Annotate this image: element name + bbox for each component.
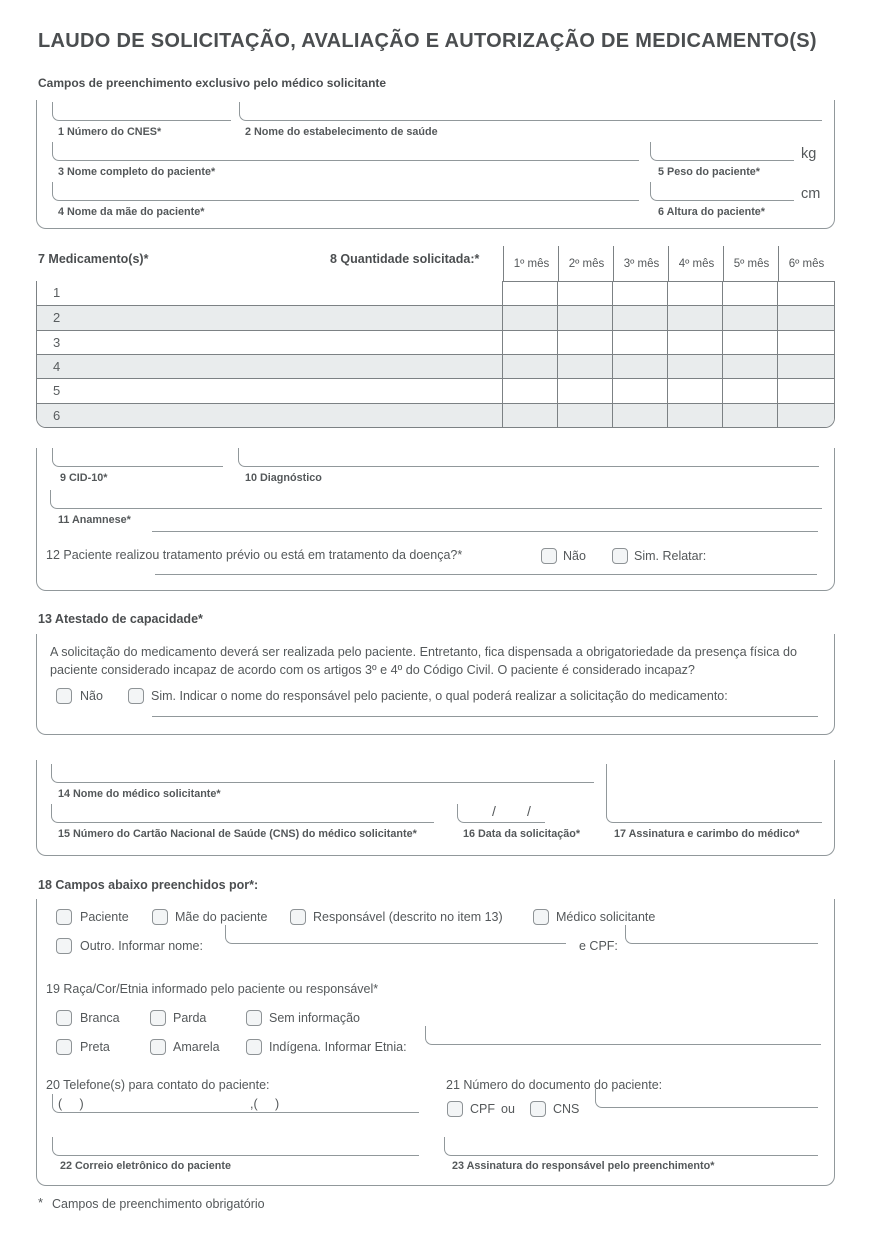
capacity-yes-label: Sim. Indicar o nome do responsável pelo paciente, o qual poderá realizar a solicitação do medicamento: bbox=[151, 689, 728, 703]
diagnosis-field[interactable] bbox=[238, 448, 819, 467]
diagnosis-label: 10 Diagnóstico bbox=[245, 472, 322, 484]
mother-name-field[interactable] bbox=[52, 182, 639, 201]
other-label: Outro. Informar nome: bbox=[80, 939, 203, 953]
row-number: 4 bbox=[53, 358, 61, 374]
race-heading: 19 Raça/Cor/Etnia informado pelo paciente ou responsável* bbox=[46, 982, 379, 996]
quantity-header: 8 Quantidade solicitada:* bbox=[330, 252, 480, 266]
physician-name-label: 14 Nome do médico solicitante* bbox=[58, 788, 221, 800]
checkbox-13-sim[interactable] bbox=[128, 688, 144, 704]
phone-field[interactable] bbox=[52, 1094, 419, 1113]
email-field[interactable] bbox=[52, 1137, 419, 1156]
physician-cns-label: 15 Número do Cartão Nacional de Saúde (CNS) do médico solicitante* bbox=[58, 828, 417, 840]
capacity-no-label: Não bbox=[80, 689, 103, 703]
capacity-heading: 13 Atestado de capacidade* bbox=[38, 612, 203, 626]
option-medico: Médico solicitante bbox=[556, 910, 656, 924]
anamnesis-field[interactable] bbox=[50, 490, 822, 509]
grid-line bbox=[502, 281, 503, 427]
physician-signature-label: 17 Assinatura e carimbo do médico* bbox=[614, 828, 800, 840]
row-number: 3 bbox=[53, 334, 61, 350]
cns-label: CNS bbox=[553, 1102, 580, 1116]
medication-row-5[interactable] bbox=[37, 378, 834, 402]
row-number: 6 bbox=[53, 407, 61, 423]
establishment-field[interactable] bbox=[239, 102, 822, 121]
option-mae: Mãe do paciente bbox=[175, 910, 268, 924]
request-date-label: 16 Data da solicitação* bbox=[463, 828, 581, 840]
document-number-field[interactable] bbox=[595, 1089, 818, 1108]
medication-row-2[interactable] bbox=[37, 305, 834, 329]
medication-table-body bbox=[36, 281, 835, 428]
medication-header: 7 Medicamento(s)* bbox=[38, 252, 149, 266]
establishment-label: 2 Nome do estabelecimento de saúde bbox=[245, 126, 438, 138]
checkbox-13-nao[interactable] bbox=[56, 688, 72, 704]
checkbox-18-medico[interactable] bbox=[533, 909, 549, 925]
grid-line bbox=[667, 281, 668, 427]
or-label: ou bbox=[501, 1102, 515, 1116]
checkbox-19-indigena[interactable] bbox=[246, 1039, 262, 1055]
cid10-field[interactable] bbox=[52, 448, 223, 467]
q12-label: 12 Paciente realizou tratamento prévio ou está em tratamento da doença?* bbox=[46, 548, 463, 562]
cid10-label: 9 CID-10* bbox=[60, 472, 108, 484]
medication-row-3[interactable] bbox=[37, 330, 834, 354]
medication-row-1[interactable] bbox=[37, 281, 834, 305]
checkbox-18-paciente[interactable] bbox=[56, 909, 72, 925]
grid-line bbox=[557, 281, 558, 427]
month-header-3: 3º mês bbox=[613, 246, 669, 281]
physician-name-field[interactable] bbox=[51, 764, 594, 783]
checkbox-18-responsavel[interactable] bbox=[290, 909, 306, 925]
document-heading: 21 Número do documento do paciente: bbox=[446, 1078, 663, 1092]
quantity-grid-topline bbox=[502, 281, 834, 282]
checkbox-19-parda[interactable] bbox=[150, 1010, 166, 1026]
month-header-2: 2º mês bbox=[558, 246, 614, 281]
patient-name-label: 3 Nome completo do paciente* bbox=[58, 166, 216, 178]
patient-name-field[interactable] bbox=[52, 142, 639, 161]
weight-unit: kg bbox=[801, 146, 817, 162]
filler-signature-label: 23 Assinatura do responsável pelo preenchimento* bbox=[452, 1160, 715, 1172]
height-unit: cm bbox=[801, 186, 821, 202]
filler-signature-field[interactable] bbox=[444, 1137, 818, 1156]
option-sem-informacao: Sem informação bbox=[269, 1011, 361, 1025]
option-amarela: Amarela bbox=[173, 1040, 220, 1054]
physician-signature-field[interactable] bbox=[606, 764, 822, 823]
checkbox-19-sem-informacao[interactable] bbox=[246, 1010, 262, 1026]
checkbox-21-cns[interactable] bbox=[530, 1101, 546, 1117]
checkbox-19-preta[interactable] bbox=[56, 1039, 72, 1055]
option-parda: Parda bbox=[173, 1011, 207, 1025]
row-number: 5 bbox=[53, 383, 61, 399]
cnes-label: 1 Número do CNES* bbox=[58, 126, 162, 138]
phone-part1: ( ) bbox=[58, 1097, 84, 1111]
phone-heading: 20 Telefone(s) para contato do paciente: bbox=[46, 1078, 270, 1092]
height-label: 6 Altura do paciente* bbox=[658, 206, 765, 218]
etnia-field[interactable] bbox=[425, 1026, 821, 1045]
checkbox-19-branca[interactable] bbox=[56, 1010, 72, 1026]
clinical-section-box bbox=[36, 448, 835, 591]
checkbox-19-amarela[interactable] bbox=[150, 1039, 166, 1055]
option-branca: Branca bbox=[80, 1011, 120, 1025]
footnote-star: * bbox=[38, 1195, 44, 1210]
height-field[interactable] bbox=[650, 182, 794, 201]
row-number: 2 bbox=[53, 310, 61, 326]
checkbox-18-outro[interactable] bbox=[56, 938, 72, 954]
month-header-6: 6º mês bbox=[778, 246, 834, 281]
page-title: LAUDO DE SOLICITAÇÃO, AVALIAÇÃO E AUTORIZAÇÃO DE MEDICAMENTO(S) bbox=[38, 30, 817, 52]
checkbox-18-mae[interactable] bbox=[152, 909, 168, 925]
cpf-label: CPF bbox=[470, 1102, 495, 1116]
medication-row-6[interactable] bbox=[37, 403, 834, 427]
row-number: 1 bbox=[53, 285, 61, 300]
cpf-prefix-label: e CPF: bbox=[579, 939, 618, 953]
phone-part2: ,( ) bbox=[250, 1097, 280, 1111]
other-name-field[interactable] bbox=[225, 925, 566, 944]
physician-section-subtitle: Campos de preenchimento exclusivo pelo médico solicitante bbox=[38, 76, 387, 90]
month-header-5: 5º mês bbox=[723, 246, 779, 281]
filled-by-heading: 18 Campos abaixo preenchidos por*: bbox=[38, 878, 259, 892]
weight-label: 5 Peso do paciente* bbox=[658, 166, 761, 178]
medication-row-4[interactable] bbox=[37, 354, 834, 378]
anamnesis-label: 11 Anamnese* bbox=[58, 514, 131, 526]
footnote-text: Campos de preenchimento obrigatório bbox=[52, 1197, 265, 1211]
q12-yes-label: Sim. Relatar: bbox=[634, 549, 707, 563]
email-label: 22 Correio eletrônico do paciente bbox=[60, 1160, 231, 1172]
other-cpf-field[interactable] bbox=[625, 925, 818, 944]
weight-field[interactable] bbox=[650, 142, 794, 161]
grid-line bbox=[777, 281, 778, 427]
grid-line bbox=[722, 281, 723, 427]
capacity-answer-line[interactable] bbox=[152, 716, 818, 717]
month-header-4: 4º mês bbox=[668, 246, 724, 281]
option-paciente: Paciente bbox=[80, 910, 129, 924]
checkbox-12-nao[interactable] bbox=[541, 548, 557, 564]
option-preta: Preta bbox=[80, 1040, 110, 1054]
capacity-text: A solicitação do medicamento deverá ser realizada pelo paciente. Entretanto, fica dispensada a obrigatoriedade da presença física do paciente considerado incapaz de acordo com os artigos 3º e 4º do Código Civil. O paciente é considerado incapaz? bbox=[50, 645, 797, 677]
mother-name-label: 4 Nome da mãe do paciente* bbox=[58, 206, 205, 218]
month-header-1: 1º mês bbox=[503, 246, 559, 281]
checkbox-12-sim[interactable] bbox=[612, 548, 628, 564]
option-responsavel: Responsável (descrito no item 13) bbox=[313, 910, 503, 924]
q12-no-label: Não bbox=[563, 549, 586, 563]
checkbox-21-cpf[interactable] bbox=[447, 1101, 463, 1117]
option-indigena: Indígena. Informar Etnia: bbox=[269, 1040, 407, 1054]
medication-rows bbox=[37, 281, 834, 427]
q12-answer-line[interactable] bbox=[155, 574, 817, 575]
cnes-field[interactable] bbox=[52, 102, 231, 121]
date-slashes: / / bbox=[492, 803, 531, 819]
physician-cns-field[interactable] bbox=[51, 804, 434, 823]
anamnesis-extra-line[interactable] bbox=[152, 531, 818, 532]
grid-line bbox=[612, 281, 613, 427]
